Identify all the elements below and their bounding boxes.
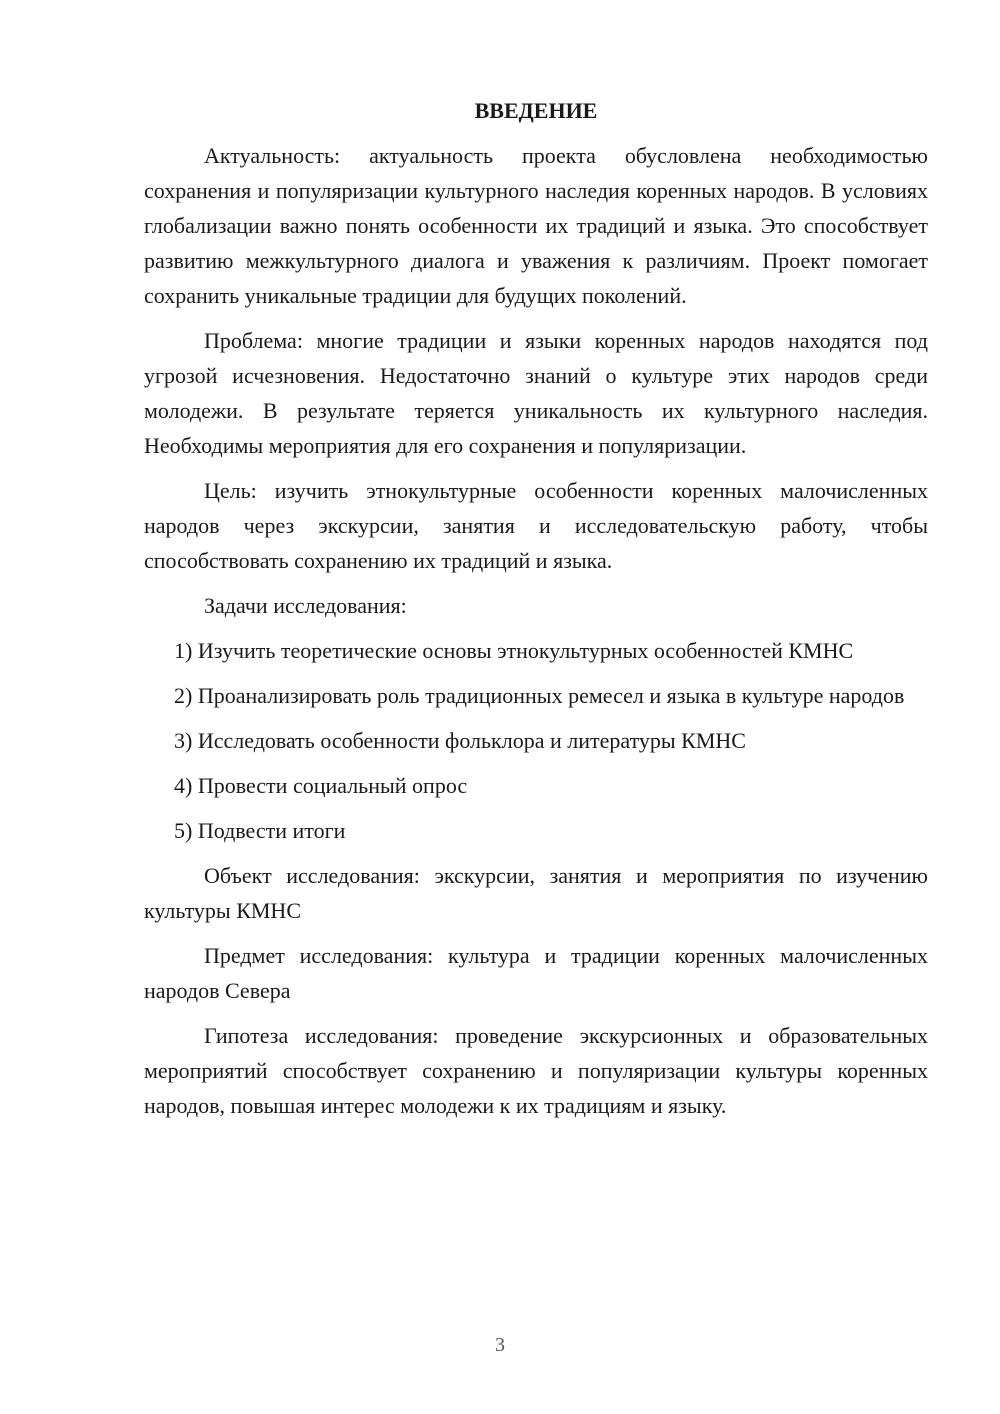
paragraph-hypothesis: Гипотеза исследования: проведение экскурсионных и образовательных мероприятий способствует сохранению и популяризации культуры коренных народов, повышая интерес молодежи к их традициям и языку. [144, 1023, 928, 1118]
paragraph-relevance: Актуальность: актуальность проекта обусловлена необходимостью сохранения и популяризации культурного наследия коренных народов. В условиях глобализации важно понять особенности их традиций и языка. Это способствует развитию межкультурного диалога и уважения к различиям. Проект помогает сохранить уникальные традиции для будущих поколений. [144, 143, 928, 308]
list-item-task-5: 5) Подвести итоги [174, 818, 346, 843]
list-item-task-1: 1) Изучить теоретические основы этнокультурных особенностей КМНС [174, 638, 854, 663]
page-number: 3 [495, 1334, 505, 1356]
paragraph-subject: Предмет исследования: культура и традиции коренных малочисленных народов Севера [144, 943, 928, 1003]
paragraph-problem: Проблема: многие традиции и языки коренных народов находятся под угрозой исчезновения. Недостаточно знаний о культуре этих народов среди молодежи. В результате теряется уникальность их культурного наследия. Необходимы мероприятия для его сохранения и популяризации. [144, 328, 928, 458]
list-item-task-3: 3) Исследовать особенности фольклора и литературы КМНС [174, 728, 746, 753]
list-item-task-4: 4) Провести социальный опрос [174, 773, 468, 798]
list-item-task-2: 2) Проанализировать роль традиционных ремесел и языка в культуре народов [174, 683, 905, 708]
paragraph-goal: Цель: изучить этнокультурные особенности коренных малочисленных народов через экскурсии, занятия и исследовательскую работу, чтобы способствовать сохранению их традиций и языка. [144, 478, 928, 573]
document-page [144, 96, 928, 1133]
page-title: ВВЕДЕНИЕ [474, 98, 598, 123]
tasks-heading: Задачи исследования: [204, 593, 407, 618]
paragraph-object: Объект исследования: экскурсии, занятия и мероприятия по изучению культуры КМНС [144, 863, 928, 923]
tasks-list [144, 633, 928, 848]
